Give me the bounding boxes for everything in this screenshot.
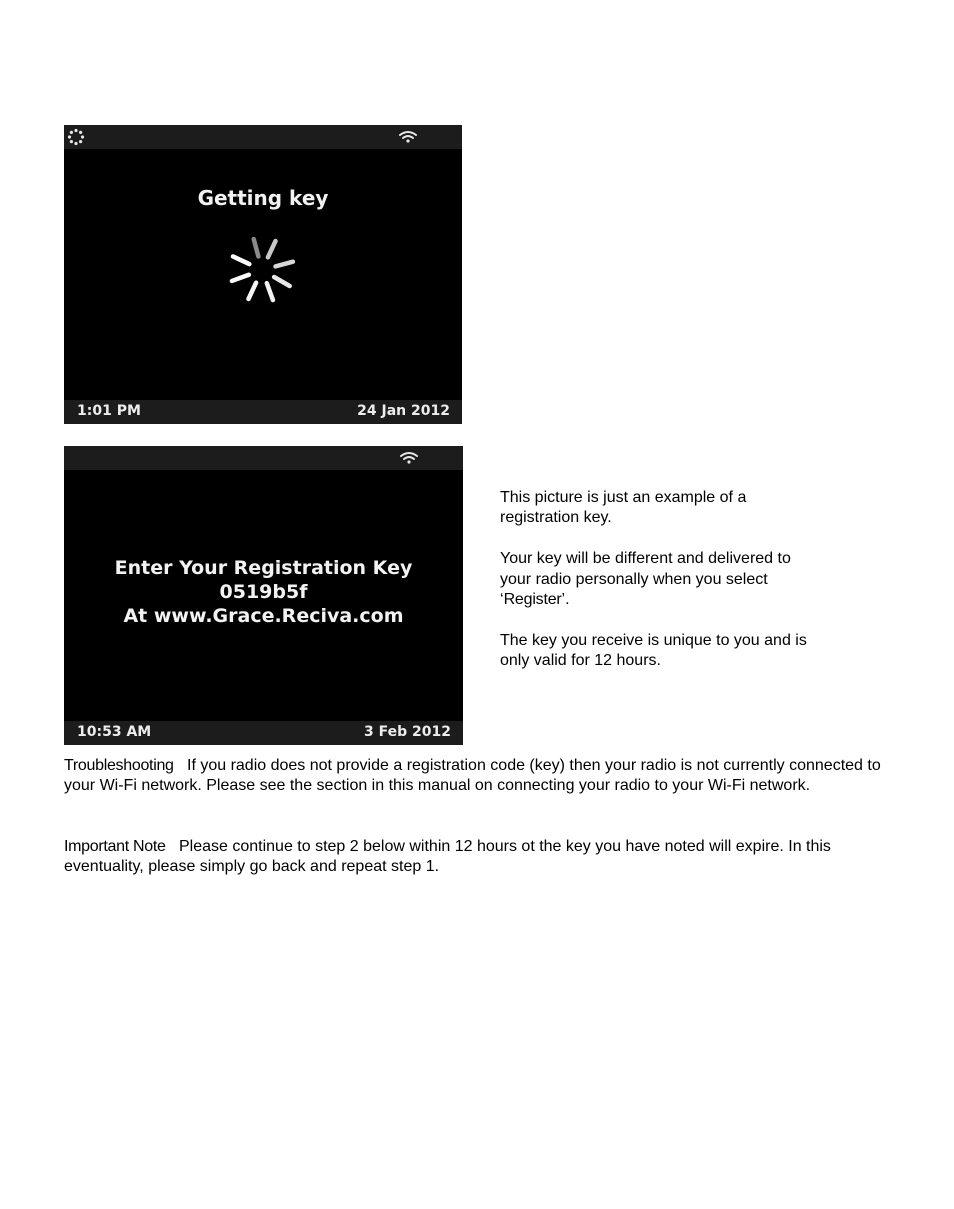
clock-date: 24 Jan 2012 (357, 403, 450, 419)
clock-time: 1:01 PM (77, 403, 141, 419)
wifi-icon (398, 130, 418, 144)
clock-date: 3 Feb 2012 (364, 724, 451, 740)
troubleshooting-paragraph (64, 756, 894, 797)
getting-key-screenshot (64, 125, 462, 424)
important-note-label: Important Note (64, 838, 166, 855)
busy-icon (67, 128, 85, 146)
status-bar (64, 125, 462, 149)
registration-url: At www.Grace.Reciva.com (123, 605, 404, 627)
registration-instruction: Enter Your Registration Key (114, 557, 413, 579)
registration-message (64, 556, 463, 628)
wifi-icon (399, 451, 419, 465)
side-note-text: Your key will be different and delivered to your radio personally when you select ‘ (500, 550, 791, 609)
loading-spinner-icon (222, 230, 302, 310)
footer-bar (64, 721, 463, 745)
troubleshooting-label: Troubleshooting (64, 757, 174, 774)
getting-key-title: Getting key (197, 186, 329, 210)
register-term: Register (503, 591, 562, 609)
registration-key-screenshot (64, 446, 463, 745)
important-note-paragraph (64, 837, 894, 878)
status-bar (64, 446, 463, 470)
side-note (500, 488, 820, 692)
troubleshooting-text: If you radio does not provide a registration code (key) then your radio is not currently connected to your Wi-Fi network. Please see the section in this manual on connecting your radio to your Wi-Fi network. (64, 757, 881, 795)
side-note-paragraph: This picture is just an example of a registration key. (500, 489, 747, 527)
side-note-paragraph (500, 549, 820, 610)
registration-key-value: 0519b5f (219, 581, 308, 603)
side-note-text: ’. (561, 591, 570, 609)
footer-bar (64, 400, 462, 424)
important-note-text: Please continue to step 2 below within 12 hours ot the key you have noted will expire. In this eventuality, please simply go back and repeat step 1. (64, 838, 831, 876)
clock-time: 10:53 AM (77, 724, 152, 740)
side-note-paragraph: The key you receive is unique to you and is only valid for 12 hours. (500, 631, 807, 670)
